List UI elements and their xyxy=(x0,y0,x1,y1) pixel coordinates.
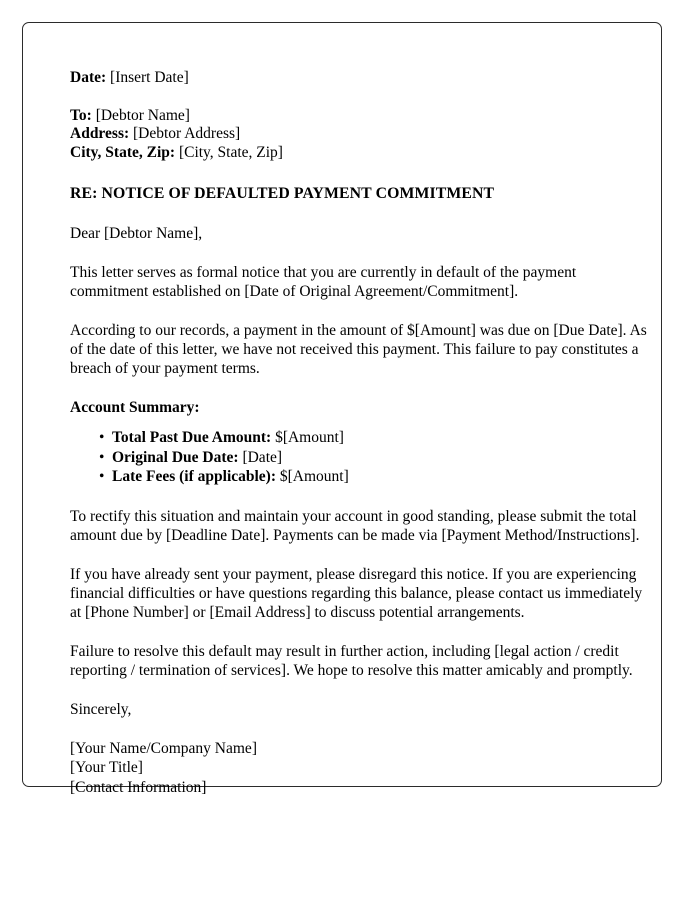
salutation: Dear [Debtor Name], xyxy=(70,225,203,242)
letter-body xyxy=(70,69,656,797)
recipient-address-value: [Debtor Address] xyxy=(133,125,241,142)
recipient-city-state-zip-line xyxy=(70,144,656,163)
total-past-due-value: $[Amount] xyxy=(275,429,344,446)
body-paragraph-2: According to our records, a payment in the amount of $[Amount] was due on [Due Date]. As of the date of this letter, we have not received this payment. This failure to pay constitutes a breach of your payment terms. xyxy=(70,322,647,377)
document-page-border xyxy=(22,22,662,796)
recipient-address-block xyxy=(70,107,656,163)
body-paragraph-4: If you have already sent your payment, please disregard this notice. If you are experiencing financial difficulties or have questions regarding this balance, please contact us immediately at [Phone Number] or [Email Address] to discuss potential arrangements. xyxy=(70,565,643,621)
signer-name: [Your Name/Company Name] xyxy=(70,739,257,757)
account-summary-heading: Account Summary: xyxy=(70,399,200,416)
body-paragraph-5: Failure to resolve this default may result in further action, including [legal action / credit reporting / termination of services]. We hope to resolve this matter amicably and promptly. xyxy=(70,642,633,679)
recipient-name-value: [Debtor Name] xyxy=(95,106,190,124)
late-fees-label: Late Fees (if applicable): xyxy=(112,468,277,485)
recipient-city-state-zip-label: City, State, Zip: xyxy=(70,143,176,161)
list-item xyxy=(70,448,656,468)
signer-title: [Your Title] xyxy=(70,759,143,776)
account-summary-list xyxy=(70,428,656,487)
total-past-due-label: Total Past Due Amount: xyxy=(112,429,272,446)
subject-line: RE: NOTICE OF DEFAULTED PAYMENT COMMITMENT xyxy=(70,185,495,202)
signer-contact-information: [Contact Information] xyxy=(70,778,207,796)
closing-salutation: Sincerely, xyxy=(70,700,132,718)
recipient-address-line xyxy=(70,125,656,144)
late-fees-value: $[Amount] xyxy=(279,468,349,485)
recipient-name-label: To: xyxy=(70,106,92,124)
body-paragraph-1: This letter serves as formal notice that you are currently in default of the payment commitment established on [Date of Original Agreement/Commitment]. xyxy=(70,264,577,300)
date-line xyxy=(70,69,656,88)
recipient-address-label: Address: xyxy=(70,125,130,142)
body-paragraph-3: To rectify this situation and maintain your account in good standing, please submit the total amount due by [Deadline Date]. Payments can be made via [Payment Method/Instructions]. xyxy=(70,507,640,544)
list-item xyxy=(70,428,656,448)
date-value: [Insert Date] xyxy=(110,69,189,86)
original-due-date-value: [Date] xyxy=(242,448,283,466)
recipient-name-line xyxy=(70,107,656,126)
date-label: Date: xyxy=(70,69,107,86)
recipient-city-state-zip-value: [City, State, Zip] xyxy=(178,143,283,161)
list-item xyxy=(70,467,656,487)
signature-block xyxy=(70,739,656,798)
original-due-date-label: Original Due Date: xyxy=(112,448,239,466)
